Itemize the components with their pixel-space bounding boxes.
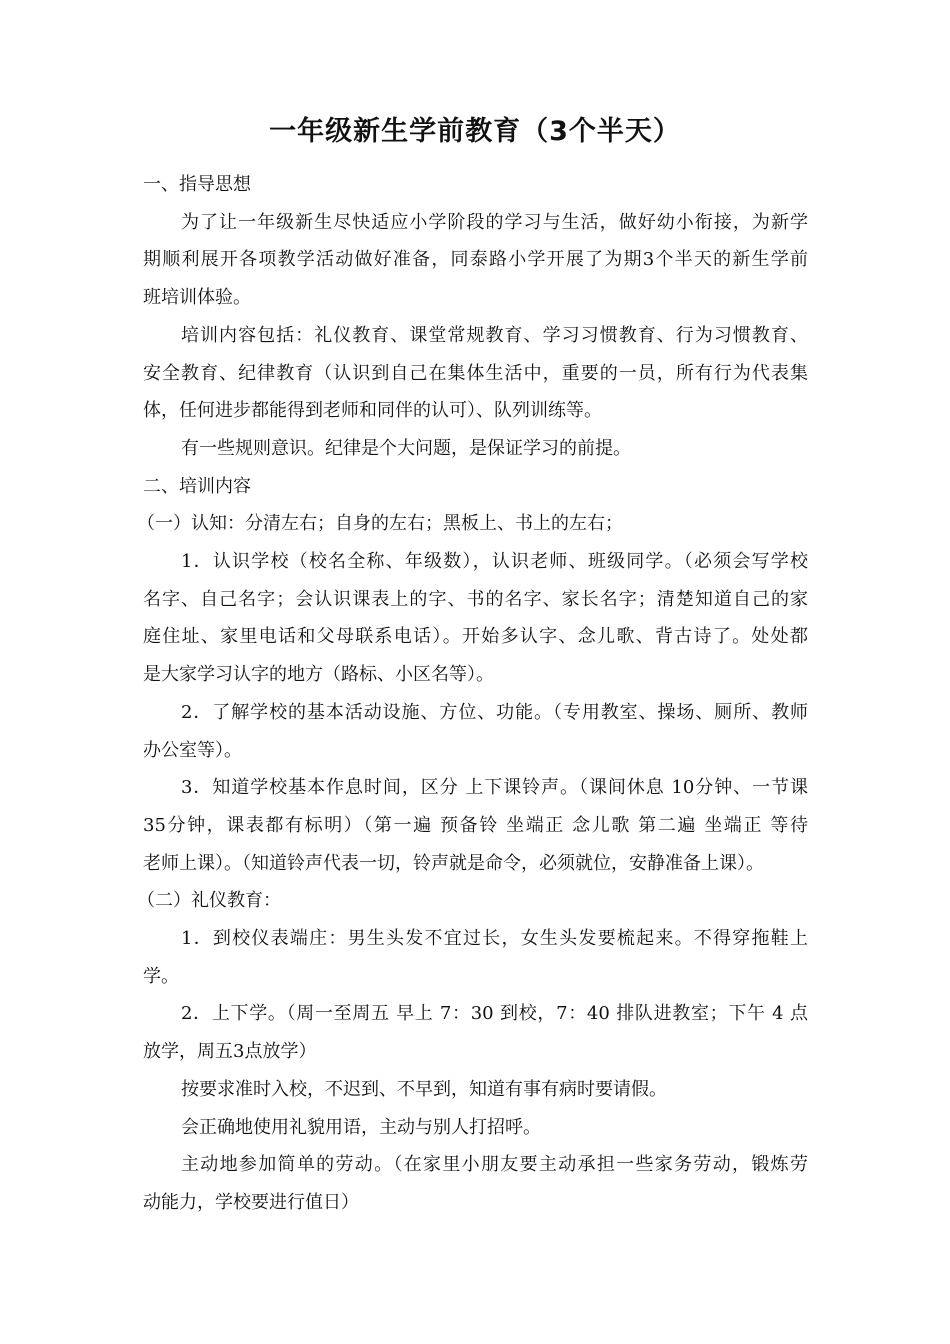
paragraph-line: 1．到校仪表端庄：男生头发不宜过长，女生头发要梳起来。不得穿拖鞋上 — [181, 928, 808, 950]
paragraph-line: 班培训体验。 — [143, 287, 251, 309]
section-heading: 二、培训内容 — [143, 475, 251, 497]
paragraph-line: 有一些规则意识。纪律是个大问题，是保证学习的前提。 — [181, 437, 631, 459]
section-heading: 一、指导思想 — [143, 174, 251, 195]
paragraph-line: 体，任何进步都能得到老师和同伴的认可）、队列训练等。 — [143, 400, 602, 422]
paragraph-line: 为了让一年级新生尽快适应小学阶段的学习与生活，做好幼小衔接，为新学 — [181, 211, 808, 233]
document-body — [137, 166, 808, 1222]
paragraph-line: 办公室等）。 — [143, 739, 242, 761]
paragraph-line: 名字、自己名字；会认识课表上的字、书的名字、家长名字；清楚知道自己的家 — [143, 588, 808, 610]
paragraph-line: 主动地参加简单的劳动。（在家里小朋友要主动承担一些家务劳动，锻炼劳 — [181, 1154, 808, 1176]
paragraph-line: 动能力，学校要进行值日） — [143, 1191, 359, 1213]
paragraph-line: 庭住址、家里电话和父母联系电话）。开始多认字、念儿歌、背古诗了。处处都 — [143, 626, 808, 648]
paragraph-line: 培训内容包括：礼仪教育、课堂常规教育、学习习惯教育、行为习惯教育、 — [181, 324, 808, 346]
document-title: 一年级新生学前教育（3个半天） — [269, 116, 681, 147]
paragraph-line: 放学，周五3点放学） — [143, 1041, 317, 1063]
paragraph-line: 2．上下学。（周一至周五 早上 7：30 到校，7：40 排队进教室；下午 4 点 — [181, 1003, 808, 1025]
subsection-heading: （一）认知：分清左右；自身的左右；黑板上、书上的左右； — [137, 513, 623, 535]
paragraph-line: 1．认识学校（校名全称、年级数），认识老师、班级同学。（必须会写学校 — [181, 551, 808, 573]
paragraph-line: 按要求准时入校，不迟到、不早到，知道有事有病时要请假。 — [181, 1078, 667, 1100]
subsection-heading: （二）礼仪教育： — [137, 890, 281, 912]
paragraph-line: 3．知道学校基本作息时间，区分 上下课铃声。（课间休息 10分钟、一节课 — [181, 777, 808, 799]
paragraph-line: 是大家学习认字的地方（路标、小区名等）。 — [143, 664, 494, 686]
paragraph-line: 期顺利展开各项教学活动做好准备，同泰路小学开展了为期3个半天的新生学前 — [143, 249, 808, 271]
paragraph-line: 安全教育、纪律教育（认识到自己在集体生活中，重要的一员，所有行为代表集 — [143, 362, 808, 384]
paragraph-line: 老师上课）。（知道铃声代表一切，铃声就是命令，必须就位，安静准备上课）。 — [143, 852, 764, 874]
paragraph-line: 2．了解学校的基本活动设施、方位、功能。（专用教室、操场、厕所、教师 — [181, 701, 808, 723]
paragraph-line: 会正确地使用礼貌用语，主动与别人打招呼。 — [181, 1116, 541, 1138]
paragraph-line: 学。 — [143, 965, 179, 987]
paragraph-line: 35分钟，课表都有标明）（第一遍 预备铃 坐端正 念儿歌 第二遍 坐端正 等待 — [143, 814, 808, 836]
